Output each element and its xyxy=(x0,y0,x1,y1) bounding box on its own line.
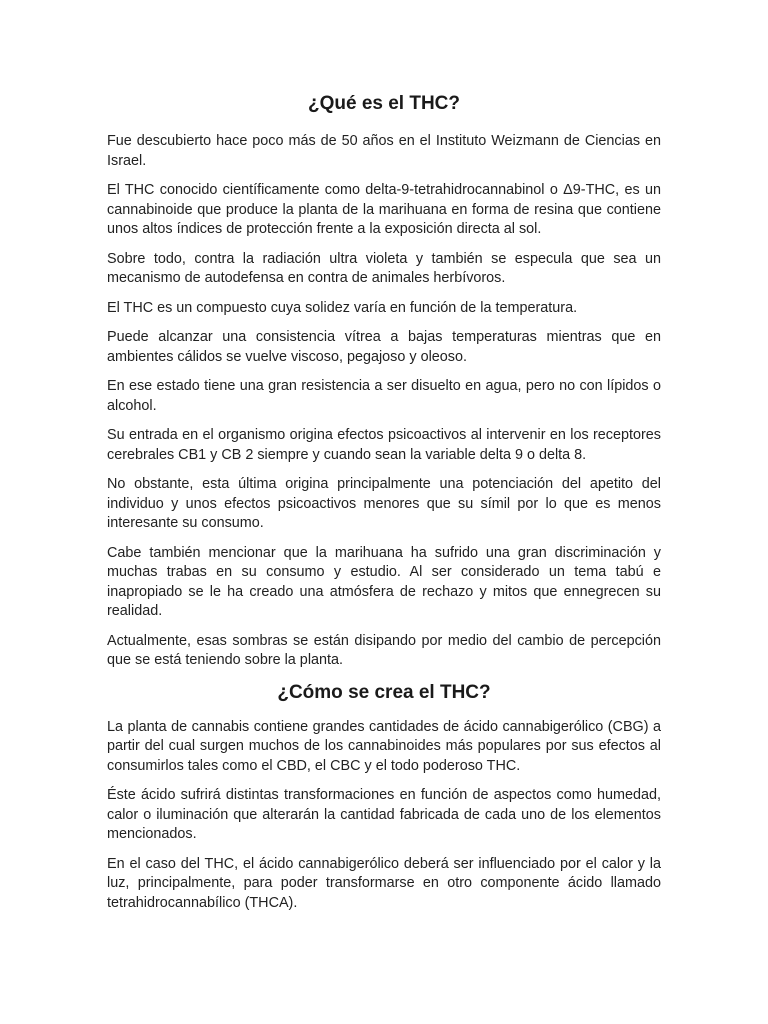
paragraph: Sobre todo, contra la radiación ultra violeta y también se especula que sea un mecanismo de autodefensa en contra de animales herbívoros. xyxy=(107,250,661,286)
paragraph: La planta de cannabis contiene grandes cantidades de ácido cannabigerólico (CBG) a partir del cual surgen muchos de los cannabinoides más populares por sus efectos al consumirlos tales como el CBD, el CBC y el todo poderoso THC. xyxy=(107,718,661,774)
paragraph: Su entrada en el organismo origina efectos psicoactivos al intervenir en los receptores cerebrales CB1 y CB 2 siempre y cuando sean la variable delta 9 o delta 8. xyxy=(107,427,661,463)
section-title-como-se-crea-thc: ¿Cómo se crea el THC? xyxy=(277,681,491,703)
paragraph: En ese estado tiene una gran resistencia a ser disuelto en agua, pero no con lípidos o alcohol. xyxy=(107,378,661,414)
paragraph: Cabe también mencionar que la marihuana ha sufrido una gran discriminación y muchas trabas en su consumo y estudio. Al ser considerado un tema tabú e inapropiado se le ha creado una atmósfera de rechazo y mitos que ennegrecen su realidad. xyxy=(107,544,661,619)
paragraph: Actualmente, esas sombras se están disipando por medio del cambio de percepción que se está teniendo sobre la planta. xyxy=(107,632,661,668)
paragraph: El THC es un compuesto cuya solidez varía en función de la temperatura. xyxy=(107,299,578,316)
paragraph: En el caso del THC, el ácido cannabigerólico deberá ser influenciado por el calor y la luz, principalmente, para poder transformarse en otro componente ácido llamado tetrahidrocannabílico (THCA). xyxy=(107,855,661,911)
section-title-que-es-thc: ¿Qué es el THC? xyxy=(307,93,461,114)
paragraph: No obstante, esta última origina principalmente una potenciación del apetito del individuo y unos efectos psicoactivos menores que su símil por lo que es menos interesante su consumo. xyxy=(107,476,661,531)
paragraph: El THC conocido científicamente como delta-9-tetrahidrocannabinol o Δ9-THC, es un cannabinoide que produce la planta de la marihuana en forma de resina que contiene unos altos índices de protección frente a la exposición directa al sol. xyxy=(107,182,661,237)
paragraph: Fue descubierto hace poco más de 50 años en el Instituto Weizmann de Ciencias en Israel. xyxy=(107,133,661,169)
paragraph: Éste ácido sufrirá distintas transformaciones en función de aspectos como humedad, calor o iluminación que alterarán la cantidad fabricada de cada uno de los elementos mencionados. xyxy=(107,787,661,842)
paragraph: Puede alcanzar una consistencia vítrea a bajas temperaturas mientras que en ambientes cálidos se vuelve viscoso, pegajoso y oleoso. xyxy=(107,329,661,365)
